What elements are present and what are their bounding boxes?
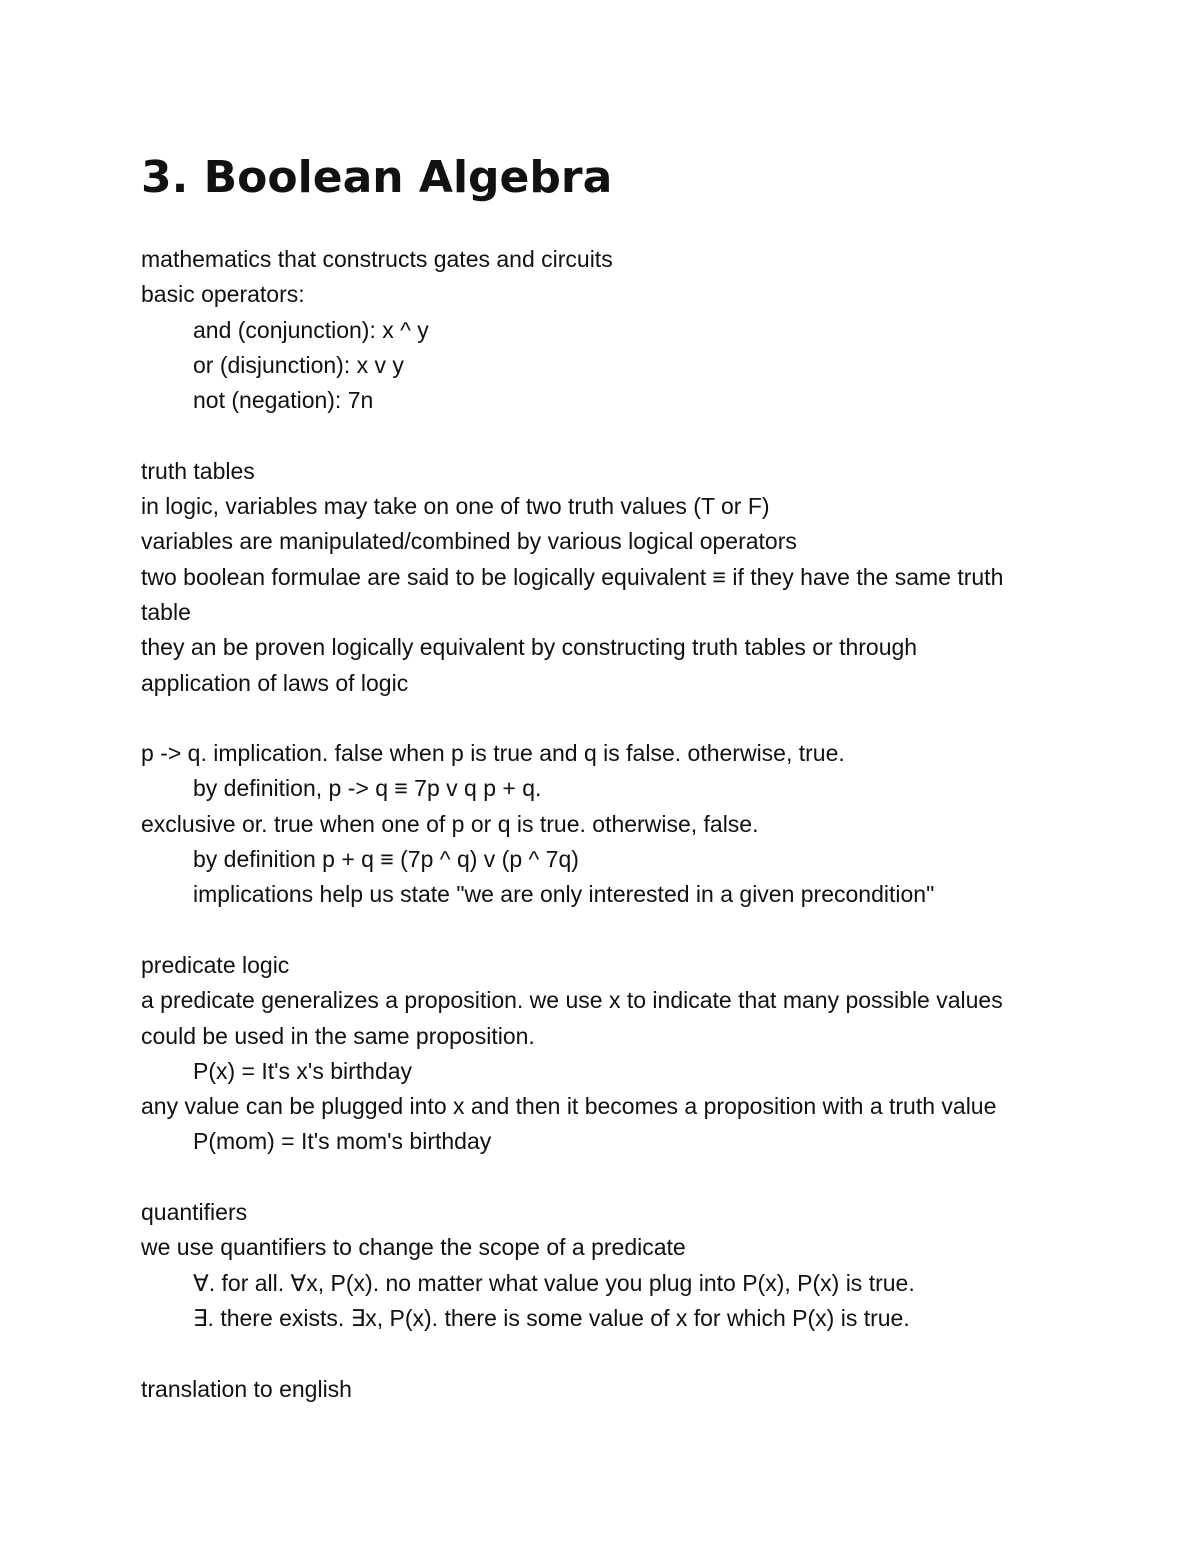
quantifiers-heading: quantifiers	[141, 1199, 248, 1226]
basic-operators-label: basic operators:	[141, 281, 305, 308]
spacer	[141, 418, 1061, 453]
predicate-example: P(x) = It's x's birthday	[193, 1057, 413, 1084]
intro-line: mathematics that constructs gates and circuits	[141, 246, 613, 272]
truth-tables-line: variables are manipulated/combined by various logical operators	[141, 528, 797, 555]
predicate-example: P(mom) = It's mom's birthday	[193, 1128, 492, 1155]
spacer	[141, 1160, 1061, 1195]
translation-heading: translation to english	[141, 1375, 352, 1402]
document-body	[141, 152, 1061, 1407]
truth-tables-line: in logic, variables may take on one of two truth values (T or F)	[141, 493, 770, 520]
spacer	[141, 913, 1061, 948]
or-operator-line: or (disjunction): x v y	[193, 351, 404, 378]
truth-tables-heading: truth tables	[141, 457, 255, 484]
spacer	[141, 701, 1061, 736]
spacer	[141, 1336, 1061, 1371]
implication-note: implications help us state "we are only interested in a given precondition"	[193, 881, 935, 908]
truth-tables-paragraph: two boolean formulae are said to be logically equivalent ≡ if they have the same truth table	[141, 563, 1004, 625]
exists-quantifier-line: ∃. there exists. ∃x, P(x). there is some value of x for which P(x) is true.	[193, 1304, 910, 1331]
and-operator-line: and (conjunction): x ^ y	[193, 316, 429, 343]
exclusive-or-line: exclusive or. true when one of p or q is true. otherwise, false.	[141, 810, 759, 837]
exclusive-or-definition: by definition p + q ≡ (7p ^ q) v (p ^ 7q)	[193, 846, 579, 873]
implication-line: p -> q. implication. false when p is true and q is false. otherwise, true.	[141, 740, 845, 767]
predicate-logic-line: any value can be plugged into x and then it becomes a proposition with a truth value	[141, 1093, 997, 1120]
truth-tables-paragraph: they an be proven logically equivalent by constructing truth tables or through application of laws of logic	[141, 634, 918, 696]
predicate-logic-paragraph: a predicate generalizes a proposition. we use x to indicate that many possible values could be used in the same proposition.	[141, 987, 1003, 1049]
predicate-logic-heading: predicate logic	[141, 951, 290, 978]
implication-definition: by definition, p -> q ≡ 7p v q p + q.	[193, 775, 542, 802]
page-title: 3. Boolean Algebra	[141, 152, 613, 203]
quantifiers-line: we use quantifiers to change the scope of a predicate	[141, 1234, 686, 1261]
forall-quantifier-line: ∀. for all. ∀x, P(x). no matter what value you plug into P(x), P(x) is true.	[193, 1269, 915, 1296]
not-operator-line: not (negation): 7n	[193, 387, 374, 414]
